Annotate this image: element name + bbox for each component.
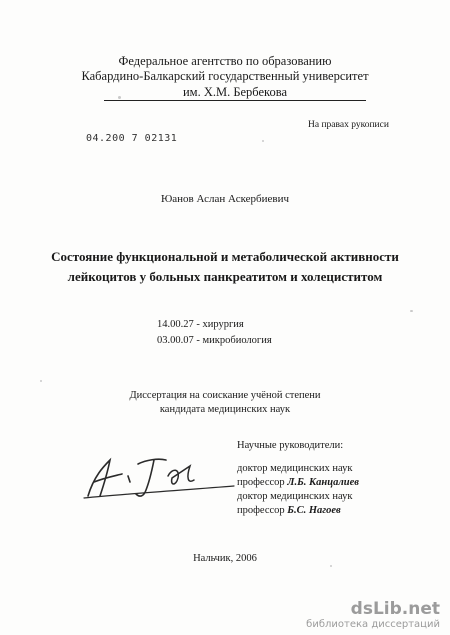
supervisor2-prefix: профессор xyxy=(237,505,285,516)
scan-speckle xyxy=(410,310,413,312)
supervisor2-line xyxy=(237,504,341,518)
scan-speckle xyxy=(40,380,42,382)
rights-note: На правах рукописи xyxy=(308,120,389,130)
dissertation-title-line1: Состояние функциональной и метаболической активности xyxy=(51,249,399,264)
specialty-microbiology: 03.00.07 - микробиология xyxy=(157,335,272,346)
header-university: Кабардино-Балкарский государственный университет xyxy=(81,69,369,83)
supervisors-heading: Научные руководители: xyxy=(237,440,344,451)
city-year: Нальчик, 2006 xyxy=(193,553,257,564)
scan-speckle xyxy=(262,140,264,142)
author-name: Юанов Аслан Аскербиевич xyxy=(160,193,290,205)
supervisor1-title: доктор медицинских наук xyxy=(237,463,353,474)
supervisor2-title: доктор медицинских наук xyxy=(237,491,353,502)
degree-line2: кандидата медицинских наук xyxy=(159,404,291,415)
specialty-surgery: 14.00.27 - хирургия xyxy=(157,319,244,330)
header-agency: Федеральное агентство по образованию xyxy=(118,54,332,68)
registration-number: 04.200 7 02131 xyxy=(86,133,178,144)
supervisor1-prefix: профессор xyxy=(237,477,285,488)
handwritten-signature xyxy=(74,446,244,506)
supervisor2-name: Б.С. Нагоев xyxy=(287,505,341,516)
header-university-name: им. Х.М. Бербекова xyxy=(104,85,366,101)
watermark-logo: dsLib.net xyxy=(350,599,440,619)
watermark-subtitle: библиотека диссертаций xyxy=(306,619,440,630)
dissertation-title-line2: лейкоцитов у больных панкреатитом и холециститом xyxy=(67,269,383,284)
supervisor1-name: Л.Б. Канцалиев xyxy=(287,477,359,488)
degree-line1: Диссертация на соискание учёной степени xyxy=(129,390,321,401)
site-watermark xyxy=(280,599,440,629)
supervisor1-line xyxy=(237,476,359,490)
